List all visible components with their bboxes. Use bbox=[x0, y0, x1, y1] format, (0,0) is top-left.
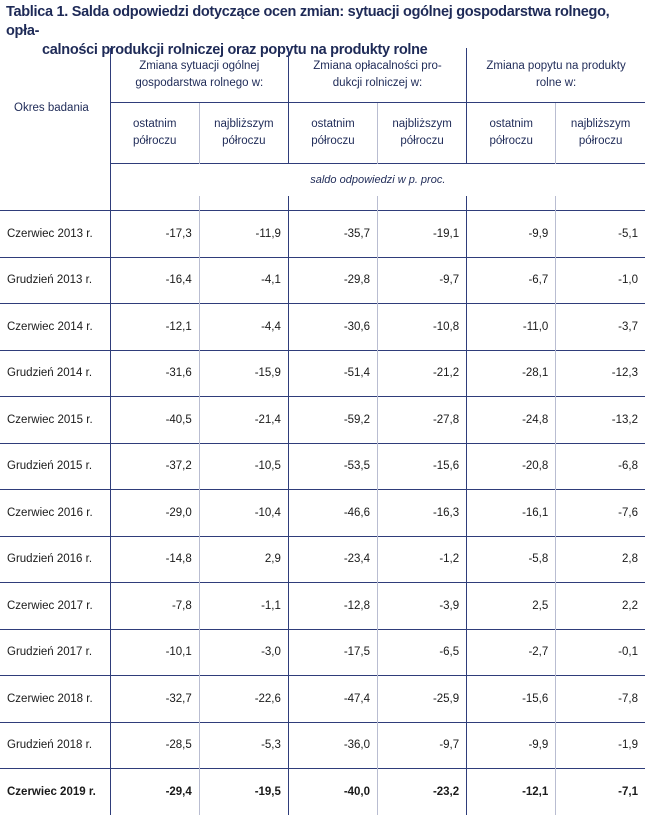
table-cell: -16,3 bbox=[378, 490, 467, 537]
table-cell: -23,2 bbox=[378, 769, 467, 815]
table-cell: -6,8 bbox=[556, 443, 645, 490]
table-cell: -10,4 bbox=[199, 490, 288, 537]
table-cell: -21,2 bbox=[378, 350, 467, 397]
table-cell: -10,8 bbox=[378, 304, 467, 351]
row-period-label: Grudzień 2014 r. bbox=[0, 350, 110, 397]
row-period-label: Czerwiec 2016 r. bbox=[0, 490, 110, 537]
table-cell: -25,9 bbox=[378, 676, 467, 723]
row-period-label: Czerwiec 2019 r. bbox=[0, 769, 110, 815]
table-cell: -36,0 bbox=[288, 722, 377, 769]
table-cell: -31,6 bbox=[110, 350, 199, 397]
table-cell: -12,1 bbox=[467, 769, 556, 815]
table-cell: -17,3 bbox=[110, 211, 199, 258]
table-cell: -5,1 bbox=[556, 211, 645, 258]
table-cell: -27,8 bbox=[378, 397, 467, 444]
table-cell: -4,4 bbox=[199, 304, 288, 351]
table-cell: -24,8 bbox=[467, 397, 556, 444]
table-cell: -28,1 bbox=[467, 350, 556, 397]
table-cell: -7,8 bbox=[110, 583, 199, 630]
subheader-last-half-year: ostatnim półroczu bbox=[467, 103, 556, 164]
table-row bbox=[0, 304, 645, 351]
table-cell: -11,0 bbox=[467, 304, 556, 351]
table-cell: -15,6 bbox=[378, 443, 467, 490]
table-row bbox=[0, 443, 645, 490]
unit-label: saldo odpowiedzi w p. proc. bbox=[110, 164, 645, 197]
table-cell: -12,8 bbox=[288, 583, 377, 630]
table-cell: -5,8 bbox=[467, 536, 556, 583]
table-cell: -14,8 bbox=[110, 536, 199, 583]
table-cell: -40,5 bbox=[110, 397, 199, 444]
table-cell: -13,2 bbox=[556, 397, 645, 444]
table-cell: -3,0 bbox=[199, 629, 288, 676]
table-cell: -46,6 bbox=[288, 490, 377, 537]
table-cell: -19,5 bbox=[199, 769, 288, 815]
table-cell: -29,4 bbox=[110, 769, 199, 815]
row-period-label: Grudzień 2017 r. bbox=[0, 629, 110, 676]
table-cell: -10,5 bbox=[199, 443, 288, 490]
table-cell: 2,5 bbox=[467, 583, 556, 630]
table-cell: -21,4 bbox=[199, 397, 288, 444]
table-cell: -9,7 bbox=[378, 722, 467, 769]
table-title-line-1: Tablica 1. Salda odpowiedzi dotyczące ocen zmian: sytuacji ogólnej gospodarstwa rolnego, opła- bbox=[6, 4, 610, 39]
table-cell: -30,6 bbox=[288, 304, 377, 351]
table-cell: -17,5 bbox=[288, 629, 377, 676]
group-header-demand: Zmiana popytu na produkty rolne w: bbox=[467, 48, 645, 103]
table-row bbox=[0, 257, 645, 304]
row-period-label: Czerwiec 2014 r. bbox=[0, 304, 110, 351]
table-cell: -51,4 bbox=[288, 350, 377, 397]
group-header-farm-situation: Zmiana sytuacji ogólnej gospodarstwa rolnego w: bbox=[110, 48, 288, 103]
table-cell: -22,6 bbox=[199, 676, 288, 723]
subheader-last-half-year: ostatnim półroczu bbox=[110, 103, 199, 164]
table-cell: -1,0 bbox=[556, 257, 645, 304]
table-cell: -3,9 bbox=[378, 583, 467, 630]
period-header: Okres badania bbox=[14, 102, 89, 114]
table-row bbox=[0, 536, 645, 583]
subheader-next-half-year: najbliższym półroczu bbox=[199, 103, 288, 164]
table-cell: -3,7 bbox=[556, 304, 645, 351]
row-period-label: Grudzień 2016 r. bbox=[0, 536, 110, 583]
subheader-last-half-year: ostatnim półroczu bbox=[288, 103, 377, 164]
table-cell: -15,9 bbox=[199, 350, 288, 397]
table-row bbox=[0, 769, 645, 815]
table-cell: -9,9 bbox=[467, 722, 556, 769]
table-row bbox=[0, 211, 645, 258]
row-period-label: Grudzień 2013 r. bbox=[0, 257, 110, 304]
table-body bbox=[0, 211, 645, 815]
table-cell: -6,7 bbox=[467, 257, 556, 304]
table-cell: -7,8 bbox=[556, 676, 645, 723]
row-period-label: Grudzień 2018 r. bbox=[0, 722, 110, 769]
table-cell: 2,8 bbox=[556, 536, 645, 583]
table-cell: -20,8 bbox=[467, 443, 556, 490]
table-row bbox=[0, 722, 645, 769]
table-cell: -1,1 bbox=[199, 583, 288, 630]
table-cell: -1,9 bbox=[556, 722, 645, 769]
table-cell: -35,7 bbox=[288, 211, 377, 258]
table-cell: -5,3 bbox=[199, 722, 288, 769]
table-cell: -15,6 bbox=[467, 676, 556, 723]
row-period-label: Czerwiec 2015 r. bbox=[0, 397, 110, 444]
row-period-label: Czerwiec 2018 r. bbox=[0, 676, 110, 723]
table-cell: -9,9 bbox=[467, 211, 556, 258]
row-period-label: Czerwiec 2017 r. bbox=[0, 583, 110, 630]
table-cell: -29,0 bbox=[110, 490, 199, 537]
table-cell: -9,7 bbox=[378, 257, 467, 304]
table-cell: -37,2 bbox=[110, 443, 199, 490]
group-header-profitability: Zmiana opłacalności pro-dukcji rolniczej w: bbox=[288, 48, 466, 103]
table-cell: -19,1 bbox=[378, 211, 467, 258]
table-cell: -6,5 bbox=[378, 629, 467, 676]
subheader-next-half-year: najbliższym półroczu bbox=[556, 103, 645, 164]
table-cell: 2,9 bbox=[199, 536, 288, 583]
table-row bbox=[0, 676, 645, 723]
table-cell: -12,1 bbox=[110, 304, 199, 351]
table-cell: -4,1 bbox=[199, 257, 288, 304]
table-cell: -7,6 bbox=[556, 490, 645, 537]
table-cell: -47,4 bbox=[288, 676, 377, 723]
table-cell: -23,4 bbox=[288, 536, 377, 583]
table-title-line-2: calności produkcji rolniczej oraz popytu na produkty rolne bbox=[42, 42, 428, 58]
data-table bbox=[0, 48, 645, 815]
table-row bbox=[0, 490, 645, 537]
table-row bbox=[0, 350, 645, 397]
table-cell: -1,2 bbox=[378, 536, 467, 583]
table-row bbox=[0, 583, 645, 630]
table-cell: -10,1 bbox=[110, 629, 199, 676]
table-cell: -40,0 bbox=[288, 769, 377, 815]
row-period-label: Czerwiec 2013 r. bbox=[0, 211, 110, 258]
table-row bbox=[0, 629, 645, 676]
table-cell: -12,3 bbox=[556, 350, 645, 397]
table-cell: -0,1 bbox=[556, 629, 645, 676]
table-cell: -16,4 bbox=[110, 257, 199, 304]
table-row bbox=[0, 397, 645, 444]
table-cell: -2,7 bbox=[467, 629, 556, 676]
row-period-label: Grudzień 2015 r. bbox=[0, 443, 110, 490]
table-cell: -53,5 bbox=[288, 443, 377, 490]
table-cell: -32,7 bbox=[110, 676, 199, 723]
table-cell: -7,1 bbox=[556, 769, 645, 815]
table-cell: -29,8 bbox=[288, 257, 377, 304]
table-cell: -59,2 bbox=[288, 397, 377, 444]
table-cell: -28,5 bbox=[110, 722, 199, 769]
table-cell: -11,9 bbox=[199, 211, 288, 258]
table-cell: 2,2 bbox=[556, 583, 645, 630]
table-cell: -16,1 bbox=[467, 490, 556, 537]
subheader-next-half-year: najbliższym półroczu bbox=[378, 103, 467, 164]
